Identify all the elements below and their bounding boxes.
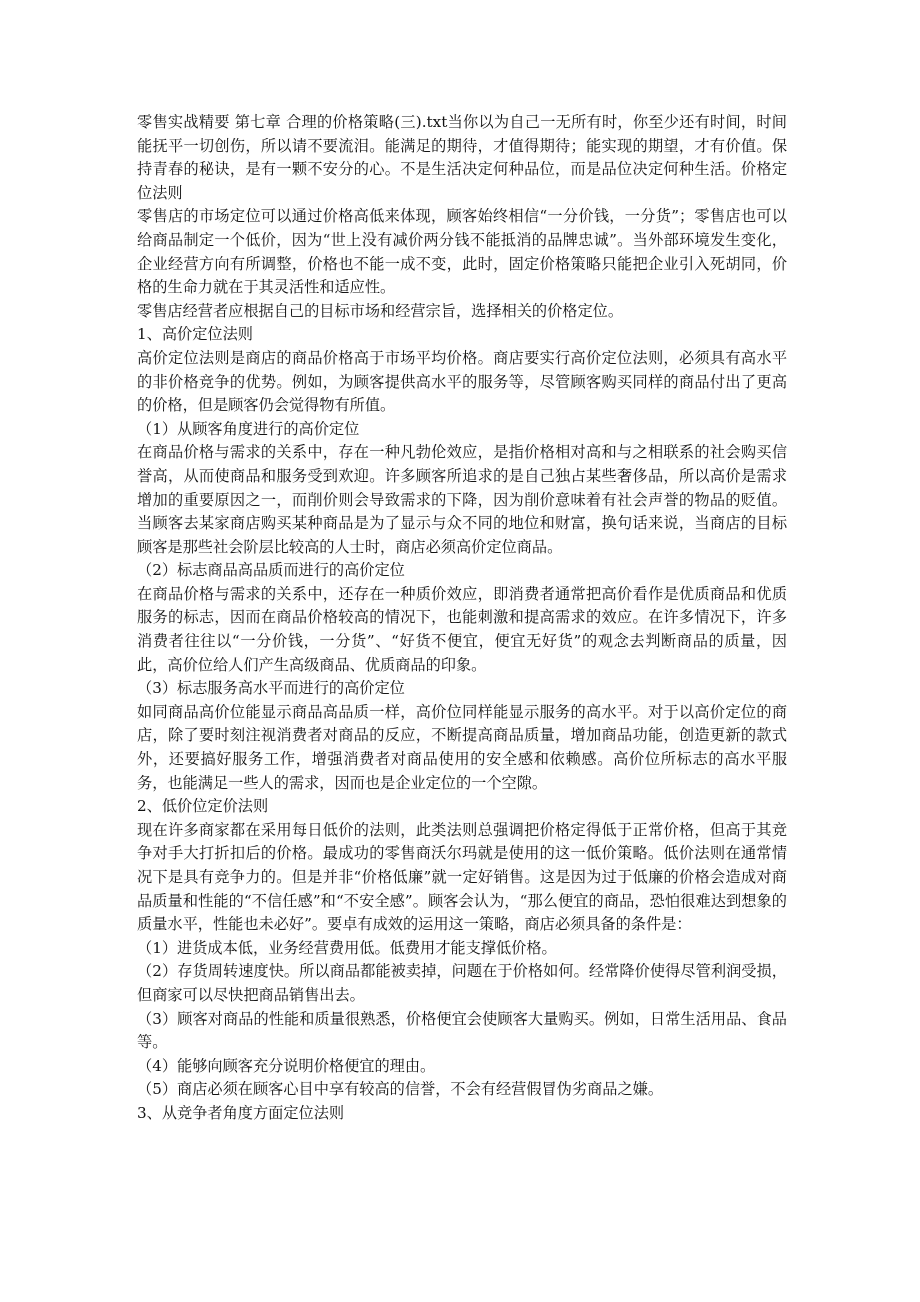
condition-item-4: （4）能够向顾客充分说明价格便宜的理由。 bbox=[137, 1056, 436, 1075]
condition-item-2: （2）存货周转速度快。所以商品都能被卖掉，问题在于价格如何。经常降价使得尽管利润受损，但商家可以尽快把商品销售出去。 bbox=[137, 962, 787, 1004]
low-price-paragraph: 现在许多商家都在采用每日低价的法则，此类法则总强调把价格定得低于正常价格，但高于其竞争对手大打折扣后的价格。最成功的零售商沃尔玛就是使用的这一低价策略。低价法则在通常情况下是具有竞争力的。但是并非“价格低廉”就一定好销售。这是因为过于低廉的价格会造成对商品质量和性能的“不信任感”和“不安全感”。顾客会认为，“那么便宜的商品，恐怕很难达到想象的质量水平，性能也未必好”。要卓有成效的运用这一策略，商店必须具备的条件是： bbox=[137, 820, 787, 934]
section-heading-high-price: 1、高价定位法则 bbox=[137, 325, 253, 344]
document-body bbox=[137, 111, 787, 1126]
subheading-service-signal: （3）标志服务高水平而进行的高价定位 bbox=[137, 679, 405, 698]
intro-paragraph: 零售实战精要 第七章 合理的价格策略(三).txt当你以为自己一无所有时，你至少还有时间，时间能抚平一切创伤，所以请不要流泪。能满足的期待，才值得期待；能实现的期望，才有价值。保持青春的秘诀，是有一颗不安分的心。不是生活决定何种品位，而是品位决定何种生活。价格定位法则 bbox=[137, 113, 787, 202]
section-heading-low-price: 2、低价位定价法则 bbox=[137, 797, 269, 816]
section-heading-competitor: 3、从竞争者角度方面定位法则 bbox=[137, 1103, 345, 1122]
high-price-paragraph: 高价定位法则是商店的商品价格高于市场平均价格。商店要实行高价定位法则，必须具有高水平的非价格竞争的优势。例如，为顾客提供高水平的服务等，尽管顾客购买同样的商品付出了更高的价格，但是顾客仍会觉得物有所值。 bbox=[137, 348, 787, 415]
quality-price-paragraph: 在商品价格与需求的关系中，还存在一种质价效应，即消费者通常把高价看作是优质商品和优质服务的标志，因而在商品价格较高的情况下，也能刺激和提高需求的效应。在许多情况下，许多消费者往往以“一分价钱，一分货”、“好货不便宜，便宜无好货”的观念去判断商品的质量，因此，高价位给人们产生高级商品、优质商品的印象。 bbox=[137, 584, 787, 674]
operator-advice-paragraph: 零售店经营者应根据自己的目标市场和经营宗旨，选择相关的价格定位。 bbox=[137, 301, 623, 320]
condition-item-3: （3）顾客对商品的性能和质量很熟悉，价格便宜会使顾客大量购买。例如，日常生活用品、食品等。 bbox=[137, 1009, 787, 1052]
subheading-customer-angle: （1）从顾客角度进行的高价定位 bbox=[137, 419, 360, 438]
service-level-paragraph: 如同商品高价位能显示商品高品质一样，高价位同样能显示服务的高水平。对于以高价定位的商店，除了要时刻注视消费者对商品的反应，不断提高商品质量，增加商品功能，创造更新的款式外，还要搞好服务工作，增强消费者对商品使用的安全感和依赖感。高价位所标志的高水平服务，也能满足一些人的需求，因而也是企业定位的一个空隙。 bbox=[137, 702, 787, 792]
condition-item-5: （5）商店必须在顾客心目中享有较高的信誉，不会有经营假冒伪劣商品之嫌。 bbox=[137, 1080, 664, 1099]
subheading-quality-signal: （2）标志商品高品质而进行的高价定位 bbox=[137, 561, 405, 580]
veblen-effect-paragraph: 在商品价格与需求的关系中，存在一种凡勃伦效应，是指价格相对高和与之相联系的社会购买信誉高，从而使商品和服务受到欢迎。许多顾客所追求的是自己独占某些奢侈品，所以高价是需求增加的重要原因之一，而削价则会导致需求的下降，因为削价意味着有社会声誉的物品的贬值。当顾客去某家商店购买某种商品是为了显示与众不同的地位和财富，换句话来说，当商店的目标顾客是那些社会阶层比较高的人士时，商店必须高价定位商品。 bbox=[137, 443, 787, 556]
condition-item-1: （1）进货成本低，业务经营费用低。低费用才能支撑低价格。 bbox=[137, 938, 557, 957]
market-positioning-paragraph: 零售店的市场定位可以通过价格高低来体现，顾客始终相信“一分价钱，一分货”；零售店也可以给商品制定一个低价，因为“世上没有减价两分钱不能抵消的品牌忠诚”。当外部环境发生变化，企业经营方向有所调整，价格也不能一成不变，此时，固定价格策略只能把企业引入死胡同，价格的生命力就在于其灵活性和适应性。 bbox=[137, 207, 787, 297]
